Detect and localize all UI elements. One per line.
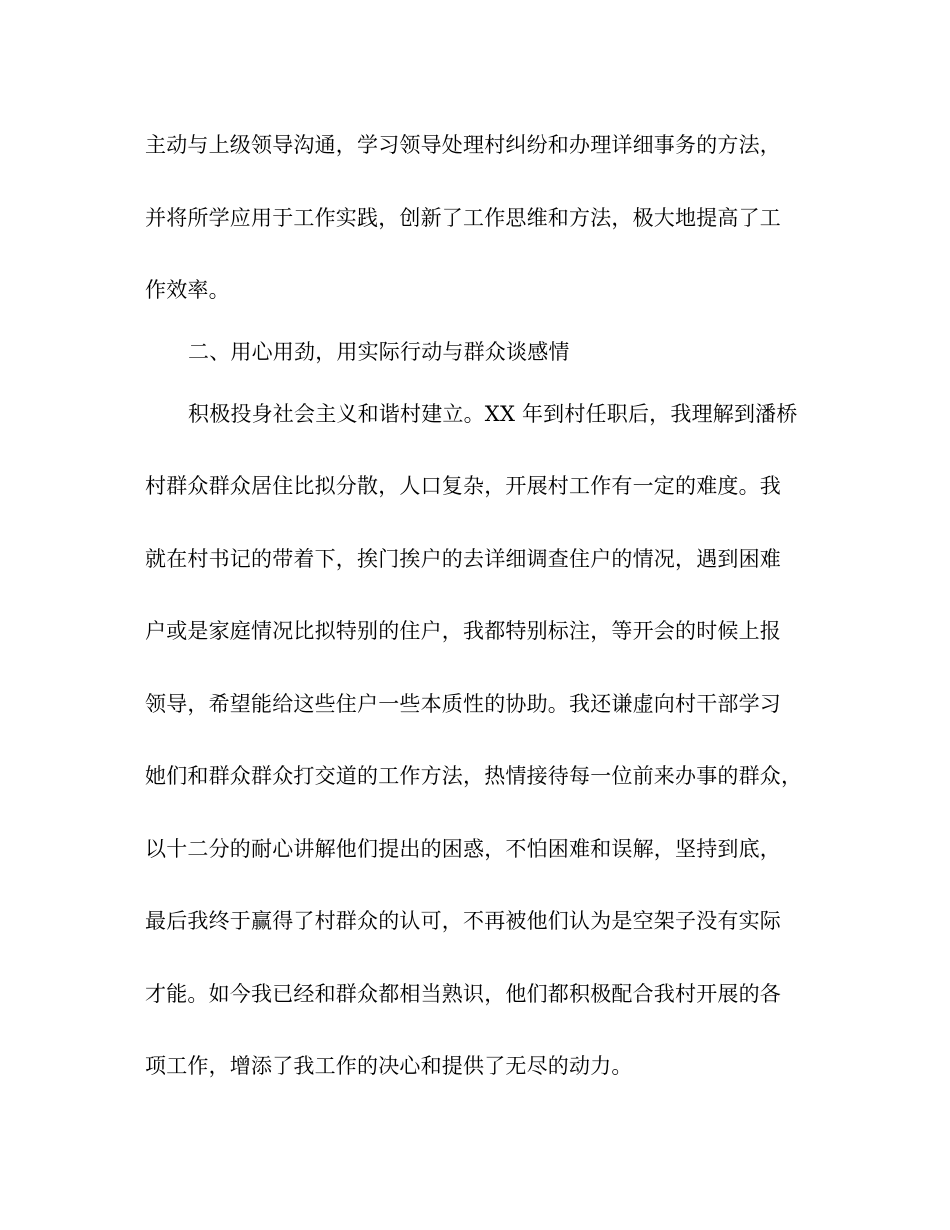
paragraph-line-8: 领导，希望能给这些住户一些本质性的协助。我还谦虚向村干部学习 [145,692,781,716]
paragraph-line-5: 村群众群众居住比拟分散，人口复杂，开展村工作有一定的难度。我 [145,474,781,498]
paragraph-line-1: 主动与上级领导沟通，学习领导处理村纠纷和办理详细事务的方法， [145,133,781,157]
paragraph-line-6: 就在村书记的带着下，挨门挨户的去详细调查住户的情况，遇到困难 [145,547,781,571]
paragraph-line-11: 最后我终于赢得了村群众的认可，不再被他们认为是空架子没有实际 [145,909,781,933]
paragraph-line-7: 户或是家庭情况比拟特别的住户，我都特别标注，等开会的时候上报 [145,619,781,643]
paragraph-line-12: 才能。如今我已经和群众都相当熟识，他们都积极配合我村开展的各 [145,982,781,1006]
paragraph-line-13: 项工作，增添了我工作的决心和提供了无尽的动力。 [145,1054,633,1078]
paragraph-line-3: 作效率。 [145,278,230,302]
paragraph-line-10: 以十二分的耐心讲解他们提出的困惑，不怕困难和误解，坚持到底， [145,837,781,861]
paragraph-line-9: 她们和群众群众打交道的工作方法，热情接待每一位前来办事的群众， [145,764,803,788]
paragraph-line-2: 并将所学应用于工作实践，创新了工作思维和方法，极大地提高了工 [145,206,781,230]
section-heading: 二、用心用劲，用实际行动与群众谈感情 [188,340,570,364]
paragraph-line-4: 积极投身社会主义和谐村建立。XX 年到村任职后，我理解到潘桥 [188,402,798,426]
